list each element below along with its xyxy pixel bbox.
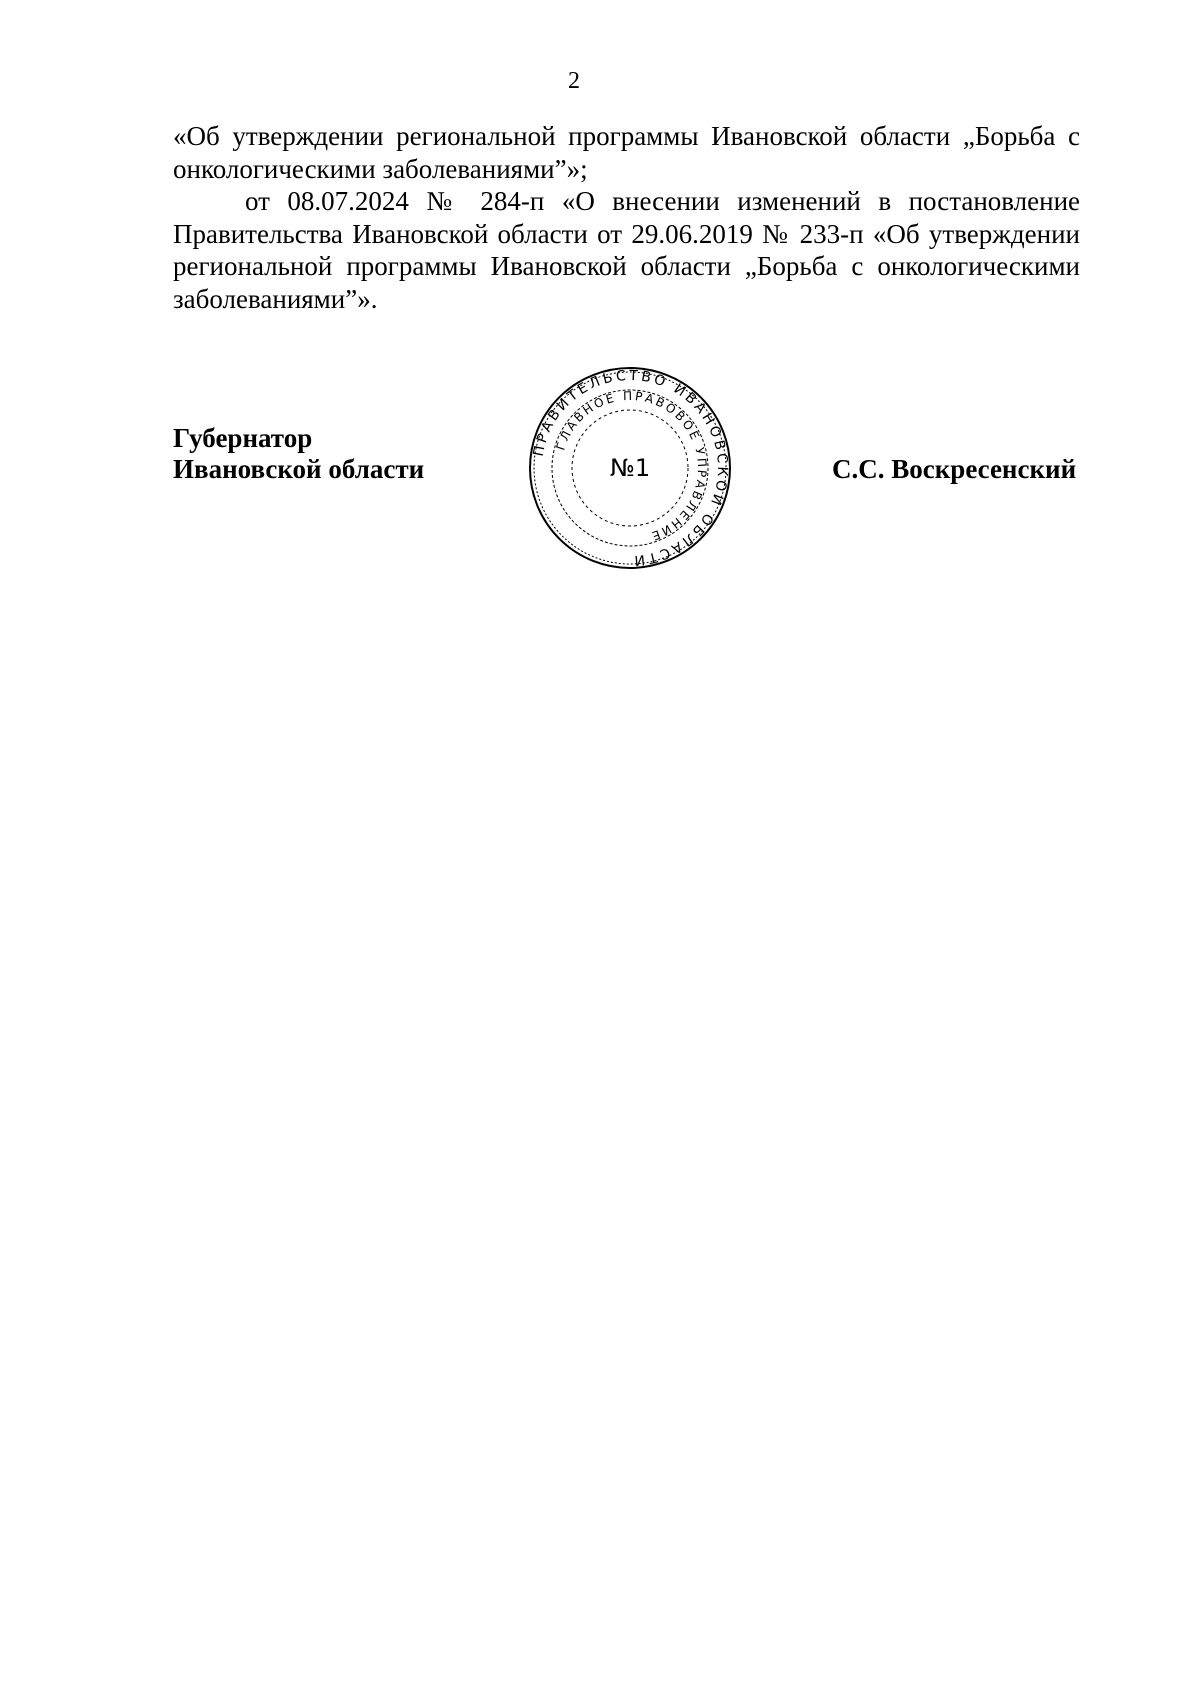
paragraph-1: «Об утверждении региональной программы Ивановской области „Борьба с онкологическими заболеваниями”»; <box>173 121 1080 184</box>
signatory-name: С.С. Воскресенский <box>832 454 1077 484</box>
signatory-position <box>173 423 424 485</box>
position-line-1: Губернатор <box>173 423 313 453</box>
stamp-outer-text: ПРАВИТЕЛЬСТВО ИВАНОВСКОЙ ОБЛАСТИ <box>530 367 731 569</box>
paragraph-2: от 08.07.2024 № 284-п «О внесении изменений в постановление Правительства Ивановской области от 29.06.2019 № 233-п «Об утверждении региональной программы Ивановской области „Борьба с онкологическими заболеваниями”». <box>173 186 1080 314</box>
page-number: 2 <box>568 68 580 94</box>
stamp-center-text: №1 <box>609 454 651 482</box>
stamp-inner-text: ГЛАВНОЕ ПРАВОВОЕ УПРАВЛЕНИЕ <box>553 388 710 544</box>
position-line-2: Ивановской области <box>173 454 425 484</box>
official-stamp-icon <box>525 363 735 573</box>
document-body <box>173 120 1080 315</box>
